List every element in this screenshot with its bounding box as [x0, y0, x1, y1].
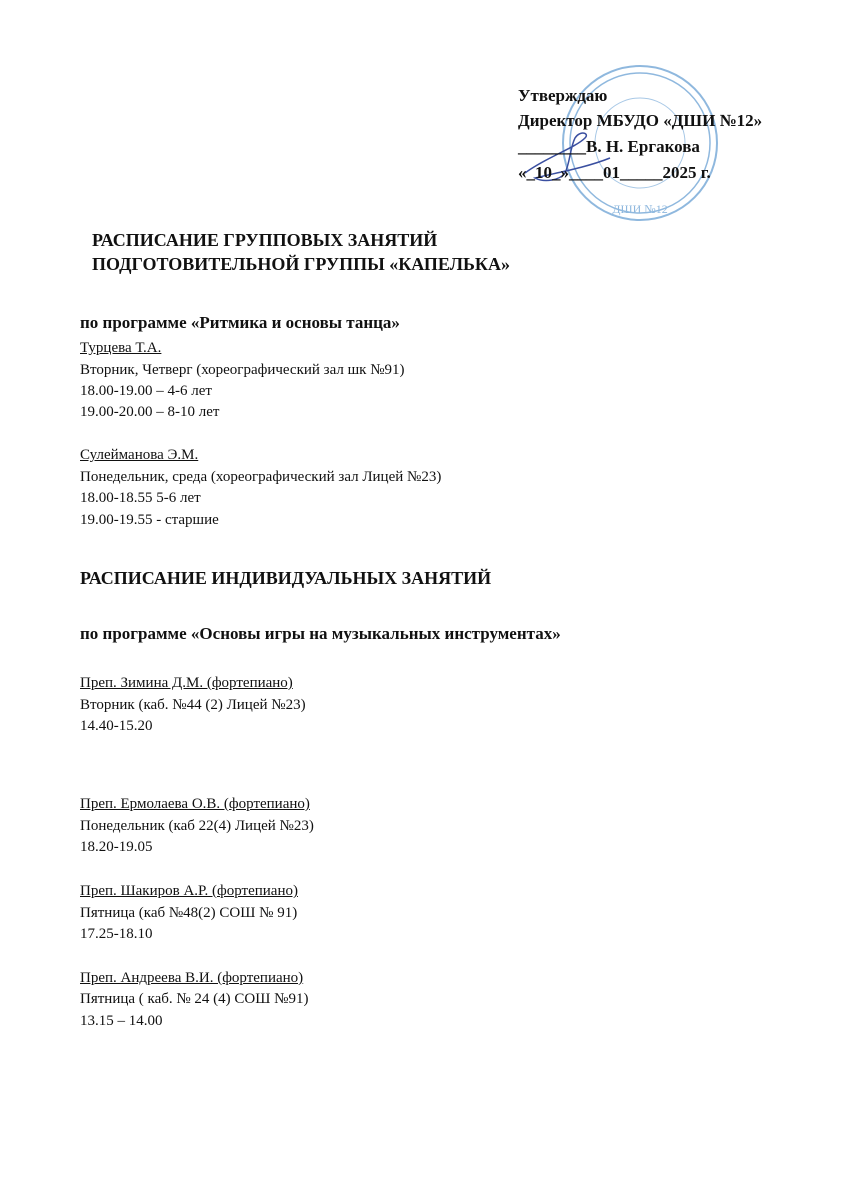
- schedule-line: Пятница ( каб. № 24 (4) СОШ №91): [80, 991, 309, 1007]
- group-title-2: ПОДГОТОВИТЕЛЬНОЙ ГРУППЫ «КАПЕЛЬКА»: [92, 254, 510, 274]
- schedule-line: 17.25-18.10: [80, 926, 153, 942]
- schedule-line: 18.20-19.05: [80, 839, 153, 855]
- schedule-line: Понедельник, среда (хореографический зал Лицей №23): [80, 469, 442, 485]
- schedule-line: 13.15 – 14.00: [80, 1013, 163, 1029]
- schedule-line: 18.00-19.00 – 4-6 лет: [80, 383, 212, 399]
- schedule-line: 19.00-20.00 – 8-10 лет: [80, 404, 220, 420]
- teacher-name: Преп. Шакиров А.Р. (фортепиано): [80, 883, 298, 899]
- group-program: по программе «Ритмика и основы танца»: [80, 313, 400, 332]
- schedule-line: Пятница (каб №48(2) СОШ № 91): [80, 905, 298, 921]
- individual-title: РАСПИСАНИЕ ИНДИВИДУАЛЬНЫХ ЗАНЯТИЙ: [80, 568, 492, 588]
- schedule-line: Понедельник (каб 22(4) Лицей №23): [80, 818, 314, 834]
- schedule-line: Вторник, Четверг (хореографический зал шк №91): [80, 362, 405, 378]
- approval-signatory: ________В. Н. Ергакова: [518, 137, 700, 156]
- group-title-1: РАСПИСАНИЕ ГРУППОВЫХ ЗАНЯТИЙ: [92, 230, 438, 250]
- approval-date: «_10_»____01_____2025 г.: [518, 163, 711, 182]
- stamp-text: ДШИ №12: [612, 202, 668, 216]
- teacher-name: Преп. Зимина Д.М. (фортепиано): [80, 675, 293, 691]
- approval-director: Директор МБУДО «ДШИ №12»: [518, 111, 763, 130]
- teacher-name: Преп. Ермолаева О.В. (фортепиано): [80, 796, 310, 812]
- schedule-line: 14.40-15.20: [80, 718, 153, 734]
- approval-label: Утверждаю: [518, 86, 608, 105]
- teacher-name: Турцева Т.А.: [80, 340, 162, 356]
- teacher-name: Сулейманова Э.М.: [80, 447, 199, 463]
- individual-program: по программе «Основы игры на музыкальных инструментах»: [80, 624, 561, 643]
- schedule-line: 18.00-18.55 5-6 лет: [80, 490, 201, 506]
- schedule-line: Вторник (каб. №44 (2) Лицей №23): [80, 697, 306, 713]
- teacher-name: Преп. Андреева В.И. (фортепиано): [80, 970, 304, 986]
- schedule-line: 19.00-19.55 - старшие: [80, 512, 219, 528]
